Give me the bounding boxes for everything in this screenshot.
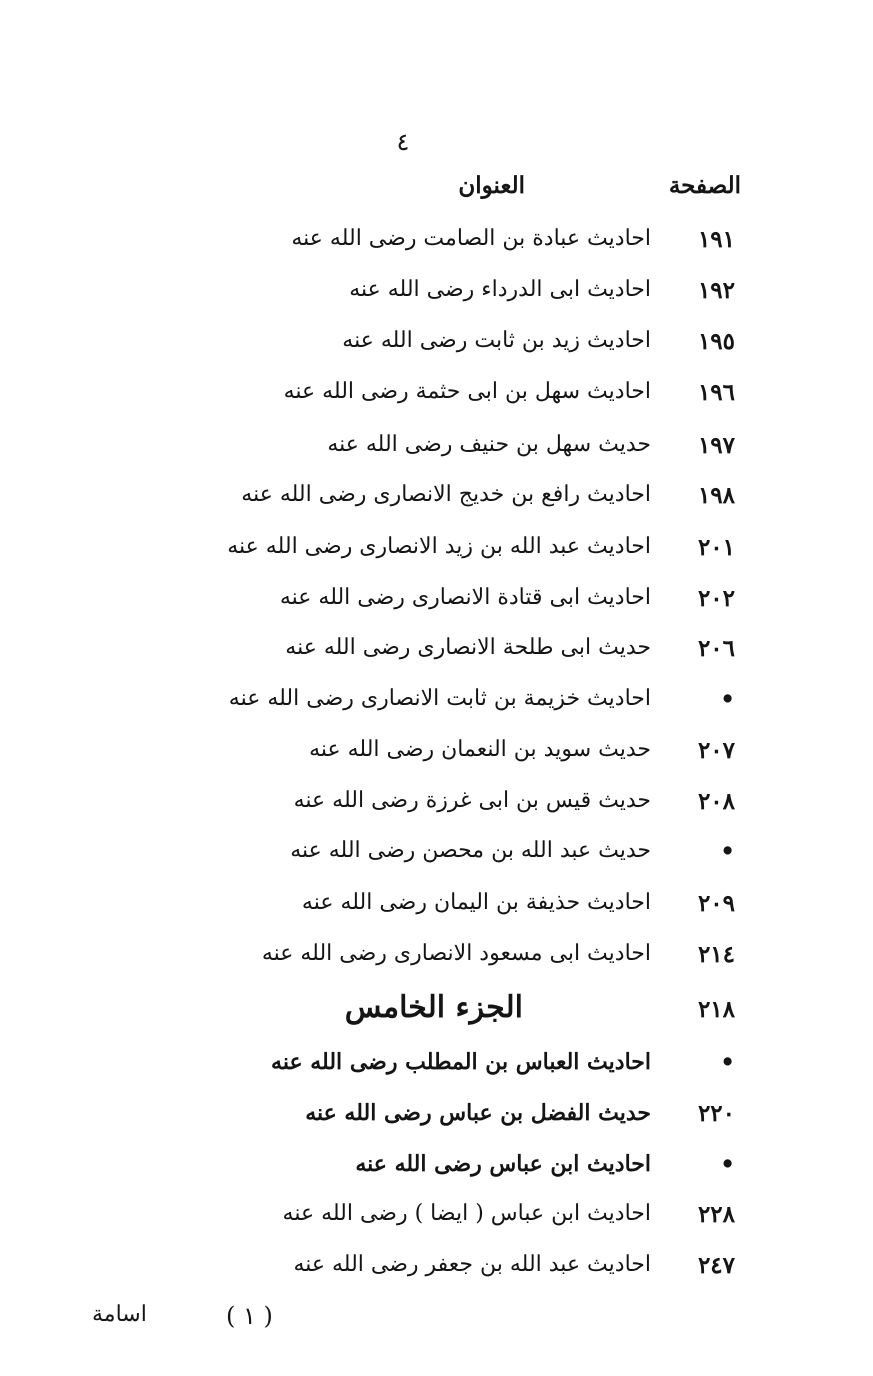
- toc-page-number: ٢١٤: [697, 941, 735, 968]
- toc-page-number: •: [720, 686, 735, 713]
- toc-row: [0, 635, 873, 675]
- toc-title: حديث ابى طلحة الانصارى رضى الله عنه: [285, 635, 651, 660]
- toc-title: حديث الفضل بن عباس رضى الله عنه: [305, 1100, 651, 1126]
- toc-title: احاديث زيد بن ثابت رضى الله عنه: [342, 328, 651, 353]
- toc-row: [0, 1100, 873, 1140]
- toc-page-number: ٢٢٨: [697, 1201, 735, 1228]
- toc-page-number: ٢٠٧: [697, 737, 735, 764]
- toc-title: حديث عبد الله بن محصن رضى الله عنه: [290, 838, 651, 863]
- toc-page-number: ١٩١: [697, 226, 735, 253]
- toc-row: [0, 1201, 873, 1241]
- toc-title: احاديث العباس بن المطلب رضى الله عنه: [271, 1049, 651, 1075]
- column-header-title: العنوان: [458, 172, 525, 199]
- toc-row: [0, 941, 873, 981]
- toc-page-number: ١٩٧: [697, 432, 735, 459]
- toc-row: [0, 788, 873, 828]
- toc-title: احاديث عبد الله بن زيد الانصارى رضى الله عنه: [227, 534, 651, 559]
- toc-title: احاديث سهل بن ابى حثمة رضى الله عنه: [283, 379, 651, 404]
- section-page-number: ٢١٨: [697, 996, 735, 1023]
- toc-title: حديث سهل بن حنيف رضى الله عنه: [327, 432, 651, 457]
- toc-row: [0, 379, 873, 419]
- toc-row: [0, 328, 873, 368]
- toc-title: حديث قيس بن ابى غرزة رضى الله عنه: [293, 788, 651, 813]
- toc-row: [0, 277, 873, 317]
- page-number: ٤: [396, 128, 410, 156]
- toc-row: [0, 1151, 873, 1191]
- toc-page-number: ١٩٥: [697, 328, 735, 355]
- toc-page-number: ٢٤٧: [697, 1252, 735, 1279]
- toc-row: [0, 534, 873, 574]
- toc-page-number: ١٩٢: [697, 277, 735, 304]
- toc-row: [0, 482, 873, 522]
- toc-page-number: ١٩٨: [697, 482, 735, 509]
- toc-page-number: ٢٠٨: [697, 788, 735, 815]
- toc-title: احاديث عبادة بن الصامت رضى الله عنه: [291, 226, 651, 251]
- toc-row: [0, 226, 873, 266]
- column-header-page: الصفحة: [668, 172, 741, 199]
- toc-page-number: •: [720, 1151, 735, 1178]
- toc-title: احاديث ابن عباس ( ايضا ) رضى الله عنه: [282, 1201, 651, 1226]
- toc-row: [0, 686, 873, 726]
- toc-title: احاديث ابى الدرداء رضى الله عنه: [349, 277, 651, 302]
- toc-title: احاديث خزيمة بن ثابت الانصارى رضى الله عنه: [228, 686, 651, 711]
- toc-page-number: ٢٢٠: [697, 1100, 735, 1127]
- toc-title: احاديث ابن عباس رضى الله عنه: [355, 1151, 651, 1177]
- toc-title: احاديث عبد الله بن جعفر رضى الله عنه: [293, 1252, 651, 1277]
- toc-row: [0, 737, 873, 777]
- toc-row: [0, 585, 873, 625]
- toc-row: [0, 890, 873, 930]
- toc-page-number: ٢٠٩: [697, 890, 735, 917]
- toc-page-number: •: [720, 1049, 735, 1076]
- toc-title: احاديث رافع بن خديج الانصارى رضى الله عنه: [241, 482, 651, 507]
- toc-page-number: ٢٠١: [697, 534, 735, 561]
- toc-row: [0, 432, 873, 472]
- toc-page-number: •: [720, 838, 735, 865]
- section-title: الجزء الخامس: [344, 990, 523, 1025]
- toc-row: [0, 838, 873, 878]
- toc-title: احاديث حذيفة بن اليمان رضى الله عنه: [301, 890, 651, 915]
- toc-row: [0, 1049, 873, 1089]
- toc-page-number: ٢٠٢: [697, 585, 735, 612]
- footer-book-name: اسامة: [92, 1302, 147, 1327]
- toc-title: حديث سويد بن النعمان رضى الله عنه: [309, 737, 651, 762]
- toc-title: احاديث ابى قتادة الانصارى رضى الله عنه: [279, 585, 651, 610]
- toc-page-number: ١٩٦: [697, 379, 735, 406]
- toc-title: احاديث ابى مسعود الانصارى رضى الله عنه: [261, 941, 651, 966]
- footer-signature-number: ( ١ ): [226, 1302, 273, 1330]
- toc-page-number: ٢٠٦: [697, 635, 735, 662]
- section-heading-row: [0, 990, 873, 1040]
- toc-row: [0, 1252, 873, 1292]
